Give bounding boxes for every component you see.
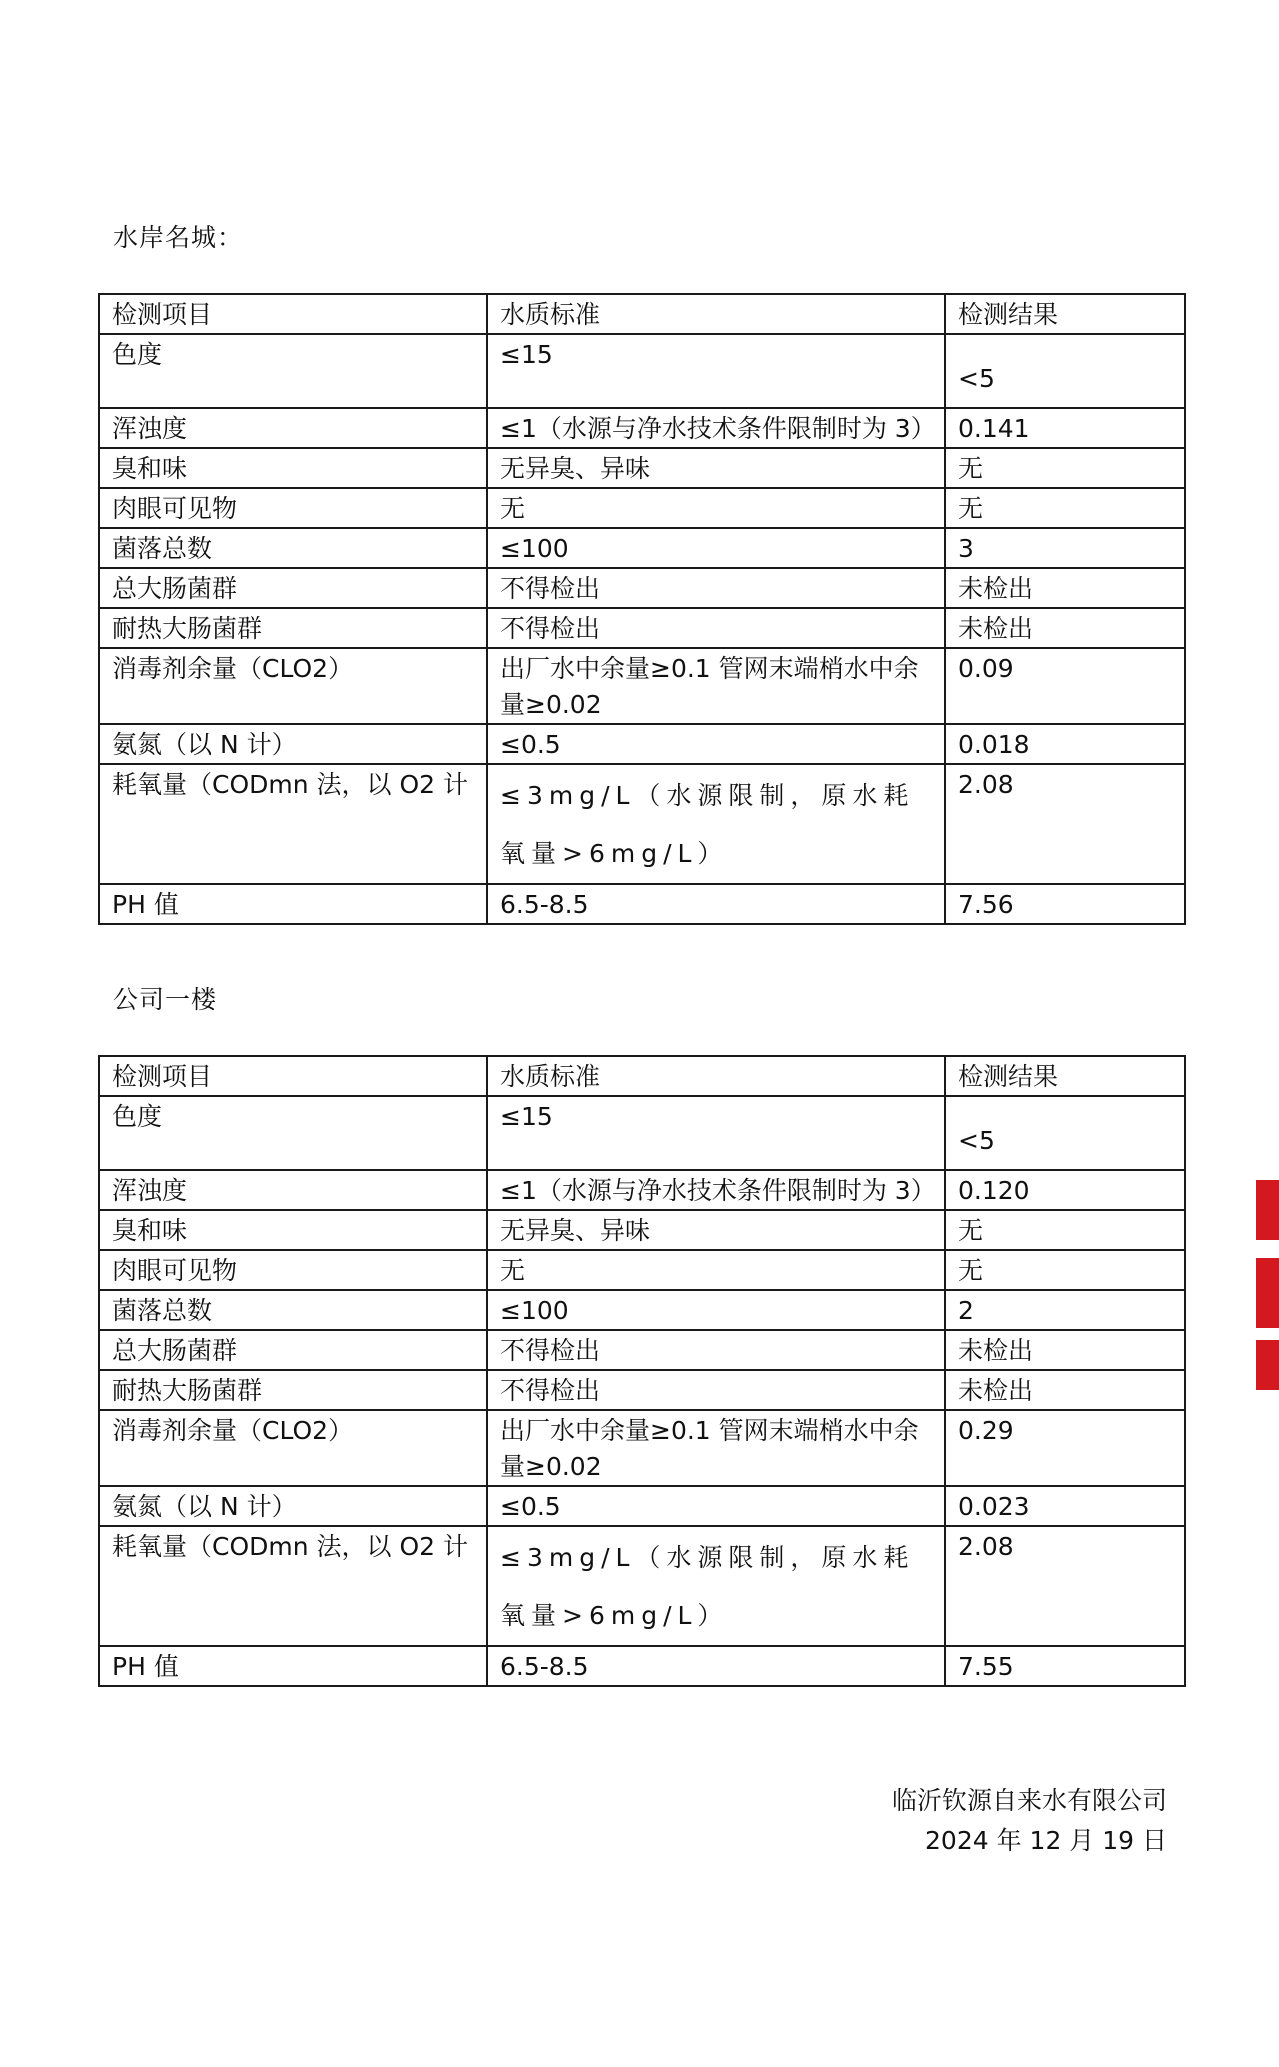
table-row (99, 1096, 1185, 1170)
section-title-1: 水岸名城： (113, 223, 244, 252)
section-title-2: 公司一楼 (113, 985, 218, 1014)
standard-cell: 无异臭、异味 (487, 1210, 945, 1250)
result-cell: 3 (945, 528, 1185, 568)
standard-cell: 无 (487, 1250, 945, 1290)
header-item: 检测项目 (99, 294, 487, 334)
result-cell: 无 (945, 488, 1185, 528)
table-header-row (99, 1056, 1185, 1096)
table-row (99, 568, 1185, 608)
table-row (99, 724, 1185, 764)
item-cell: 臭和味 (99, 1210, 487, 1250)
standard-cell: ≤0.5 (487, 724, 945, 764)
item-cell: 菌落总数 (99, 1290, 487, 1330)
standard-cell: ≤1（水源与净水技术条件限制时为 3） (487, 408, 945, 448)
standard-cell: 不得检出 (487, 568, 945, 608)
result-cell: 无 (945, 448, 1185, 488)
result-cell: <5 (945, 334, 1185, 408)
header-result: 检测结果 (945, 1056, 1185, 1096)
result-cell: <5 (945, 1096, 1185, 1170)
standard-cell: ≤1（水源与净水技术条件限制时为 3） (487, 1170, 945, 1210)
standard-cell: ≤15 (487, 334, 945, 408)
table-row (99, 528, 1185, 568)
stamp-fragment (1256, 1180, 1279, 1240)
standard-cell: ≤100 (487, 528, 945, 568)
standard-cell: ≤100 (487, 1290, 945, 1330)
table-row (99, 334, 1185, 408)
item-cell: 肉眼可见物 (99, 1250, 487, 1290)
result-cell: 7.55 (945, 1646, 1185, 1686)
table-row (99, 408, 1185, 448)
table-row (99, 1330, 1185, 1370)
standard-cell: ≤3mg/L（水源限制，原水耗氧量>6mg/L） (487, 764, 945, 884)
table-row (99, 648, 1185, 724)
report-date: 2024 年 12 月 19 日 (925, 1826, 1167, 1855)
water-quality-table-1 (98, 293, 1186, 925)
standard-cell: 不得检出 (487, 608, 945, 648)
table-row (99, 1526, 1185, 1646)
table-row (99, 884, 1185, 924)
table-row (99, 1210, 1185, 1250)
result-cell: 0.018 (945, 724, 1185, 764)
item-cell: 浑浊度 (99, 1170, 487, 1210)
result-cell: 7.56 (945, 884, 1185, 924)
header-standard: 水质标准 (487, 294, 945, 334)
result-cell: 无 (945, 1210, 1185, 1250)
header-item: 检测项目 (99, 1056, 487, 1096)
table-row (99, 1250, 1185, 1290)
table-row (99, 608, 1185, 648)
result-cell: 未检出 (945, 1330, 1185, 1370)
standard-cell: 无 (487, 488, 945, 528)
header-result: 检测结果 (945, 294, 1185, 334)
result-cell: 2.08 (945, 1526, 1185, 1646)
item-cell: 总大肠菌群 (99, 1330, 487, 1370)
item-cell: 浑浊度 (99, 408, 487, 448)
item-cell: 色度 (99, 1096, 487, 1170)
company-name: 临沂钦源自来水有限公司 (891, 1786, 1167, 1815)
standard-cell: 6.5-8.5 (487, 1646, 945, 1686)
standard-cell: 出厂水中余量≥0.1 管网末端梢水中余量≥0.02 (487, 1410, 945, 1486)
table-row (99, 1486, 1185, 1526)
item-cell: 氨氮（以 N 计） (99, 1486, 487, 1526)
stamp-fragment (1256, 1258, 1279, 1328)
standard-cell: ≤15 (487, 1096, 945, 1170)
item-cell: 耗氧量（CODmn 法，以 O2 计 (99, 1526, 487, 1646)
item-cell: 菌落总数 (99, 528, 487, 568)
result-cell: 0.141 (945, 408, 1185, 448)
result-cell: 0.023 (945, 1486, 1185, 1526)
standard-cell: ≤0.5 (487, 1486, 945, 1526)
result-cell: 2 (945, 1290, 1185, 1330)
table-row (99, 764, 1185, 884)
item-cell: 耐热大肠菌群 (99, 608, 487, 648)
standard-cell: 6.5-8.5 (487, 884, 945, 924)
standard-cell: 不得检出 (487, 1370, 945, 1410)
item-cell: 臭和味 (99, 448, 487, 488)
table-row (99, 1290, 1185, 1330)
header-standard: 水质标准 (487, 1056, 945, 1096)
result-cell: 无 (945, 1250, 1185, 1290)
result-cell: 0.09 (945, 648, 1185, 724)
standard-cell: ≤3mg/L（水源限制，原水耗氧量>6mg/L） (487, 1526, 945, 1646)
water-quality-table-2 (98, 1055, 1186, 1687)
item-cell: 总大肠菌群 (99, 568, 487, 608)
result-cell: 2.08 (945, 764, 1185, 884)
result-cell: 未检出 (945, 608, 1185, 648)
item-cell: 氨氮（以 N 计） (99, 724, 487, 764)
table-row (99, 488, 1185, 528)
result-cell: 未检出 (945, 1370, 1185, 1410)
item-cell: 消毒剂余量（CLO2） (99, 648, 487, 724)
item-cell: 耐热大肠菌群 (99, 1370, 487, 1410)
stamp-fragment (1256, 1340, 1279, 1390)
item-cell: PH 值 (99, 884, 487, 924)
item-cell: PH 值 (99, 1646, 487, 1686)
standard-cell: 不得检出 (487, 1330, 945, 1370)
result-cell: 未检出 (945, 568, 1185, 608)
item-cell: 色度 (99, 334, 487, 408)
result-cell: 0.120 (945, 1170, 1185, 1210)
standard-cell: 无异臭、异味 (487, 448, 945, 488)
table-row (99, 1646, 1185, 1686)
table-header-row (99, 294, 1185, 334)
item-cell: 消毒剂余量（CLO2） (99, 1410, 487, 1486)
signature-block (892, 1781, 1167, 1861)
table-row (99, 448, 1185, 488)
standard-cell: 出厂水中余量≥0.1 管网末端梢水中余量≥0.02 (487, 648, 945, 724)
table-row (99, 1170, 1185, 1210)
result-cell: 0.29 (945, 1410, 1185, 1486)
table-row (99, 1410, 1185, 1486)
item-cell: 耗氧量（CODmn 法，以 O2 计 (99, 764, 487, 884)
item-cell: 肉眼可见物 (99, 488, 487, 528)
table-row (99, 1370, 1185, 1410)
